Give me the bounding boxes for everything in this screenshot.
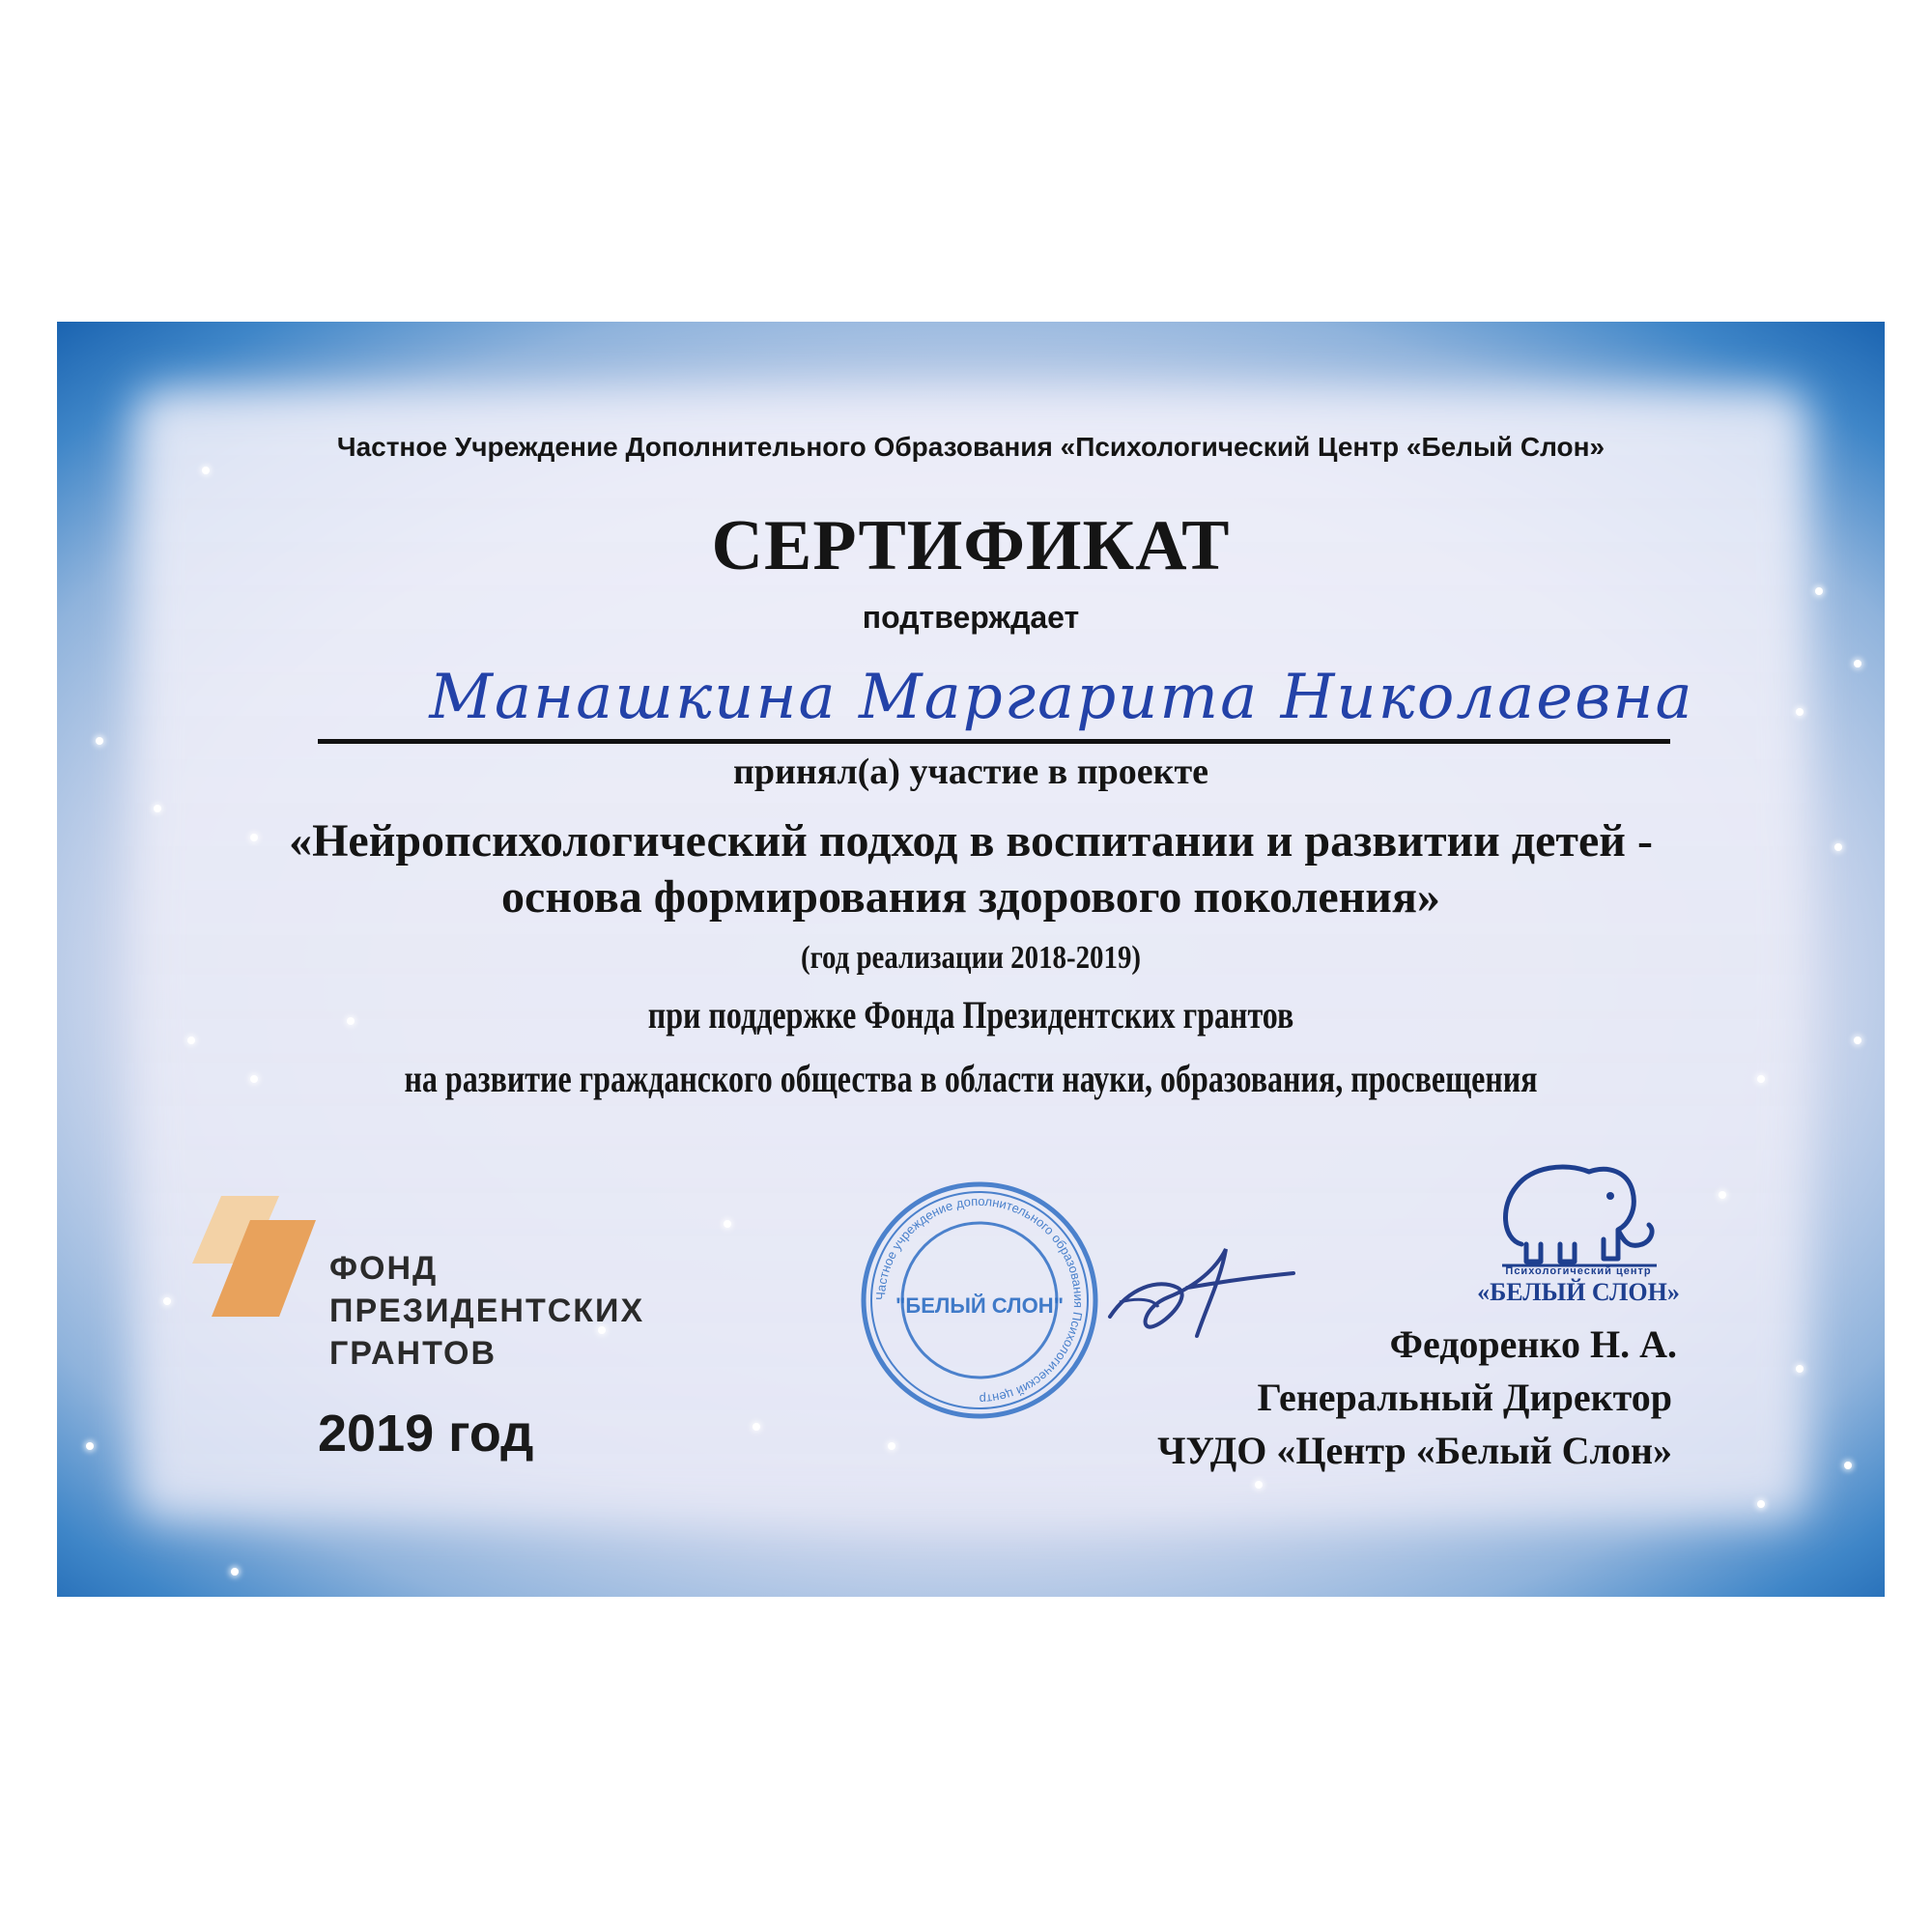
star-decoration	[1854, 660, 1861, 668]
fund-name-line-3: ГРАНТОВ	[329, 1335, 497, 1372]
signatory-position: Генеральный Директор	[1257, 1376, 1672, 1419]
white-elephant-subcaption: Психологический центр	[1505, 1265, 1652, 1277]
star-decoration	[753, 1423, 760, 1431]
fund-name	[329, 1247, 644, 1375]
certificate-year: 2019 год	[318, 1405, 534, 1463]
recipient-name: Манашкина Маргарита Николаевна	[429, 662, 1694, 733]
star-decoration	[1844, 1462, 1852, 1469]
project-title-line-2: основа формирования здорового поколения»	[501, 871, 1440, 923]
certificate	[57, 322, 1885, 1597]
star-decoration	[202, 467, 210, 474]
signatory-name: Федоренко Н. А.	[1389, 1322, 1677, 1366]
organization-stamp	[859, 1179, 1100, 1421]
star-decoration	[1719, 1191, 1726, 1199]
star-decoration	[231, 1568, 239, 1576]
certificate-title: СЕРТИФИКАТ	[711, 506, 1231, 585]
star-decoration	[1854, 1037, 1861, 1044]
support-text-line-2: на развитие гражданского общества в области науки, образования, просвещения	[404, 1057, 1538, 1100]
star-decoration	[1757, 1500, 1765, 1508]
white-elephant-caption: «БЕЛЫЙ СЛОН»	[1477, 1278, 1680, 1306]
star-decoration	[1757, 1075, 1765, 1083]
fund-name-line-1: ФОНД	[329, 1250, 439, 1287]
signatory-organization: ЧУДО «Центр «Белый Слон»	[1157, 1429, 1672, 1472]
organization-header: Частное Учреждение Дополнительного Образования «Психологический Центр «Белый Слон»	[336, 432, 1605, 462]
star-decoration	[888, 1442, 895, 1450]
implementation-year: (год реализации 2018-2019)	[800, 940, 1142, 976]
stamp-ring-text: Частное учреждение дополнительного образования Психологический центр	[872, 1193, 1087, 1407]
star-decoration	[724, 1220, 731, 1228]
star-decoration	[163, 1297, 171, 1305]
star-decoration	[1255, 1481, 1263, 1489]
star-decoration	[154, 805, 161, 812]
confirms-text: подтверждает	[862, 600, 1080, 635]
support-text-line-1: при поддержке Фонда Президентских грантов	[647, 993, 1294, 1037]
star-decoration	[86, 1442, 94, 1450]
star-decoration	[96, 737, 103, 745]
presidential-grants-fund-logo	[183, 1196, 318, 1321]
star-decoration	[1796, 1365, 1804, 1373]
fund-name-line-2: ПРЕЗИДЕНТСКИХ	[329, 1293, 645, 1329]
name-underline	[318, 739, 1670, 744]
project-title-line-1: «Нейропсихологический подход в воспитании и развитии детей -	[289, 815, 1653, 867]
star-decoration	[187, 1037, 195, 1044]
director-signature	[1100, 1230, 1303, 1355]
white-elephant-logo	[1483, 1148, 1666, 1273]
star-decoration	[1815, 587, 1823, 595]
participation-text: принял(а) участие в проекте	[732, 752, 1209, 792]
stamp-center-text: "БЕЛЫЙ СЛОН"	[895, 1293, 1065, 1318]
